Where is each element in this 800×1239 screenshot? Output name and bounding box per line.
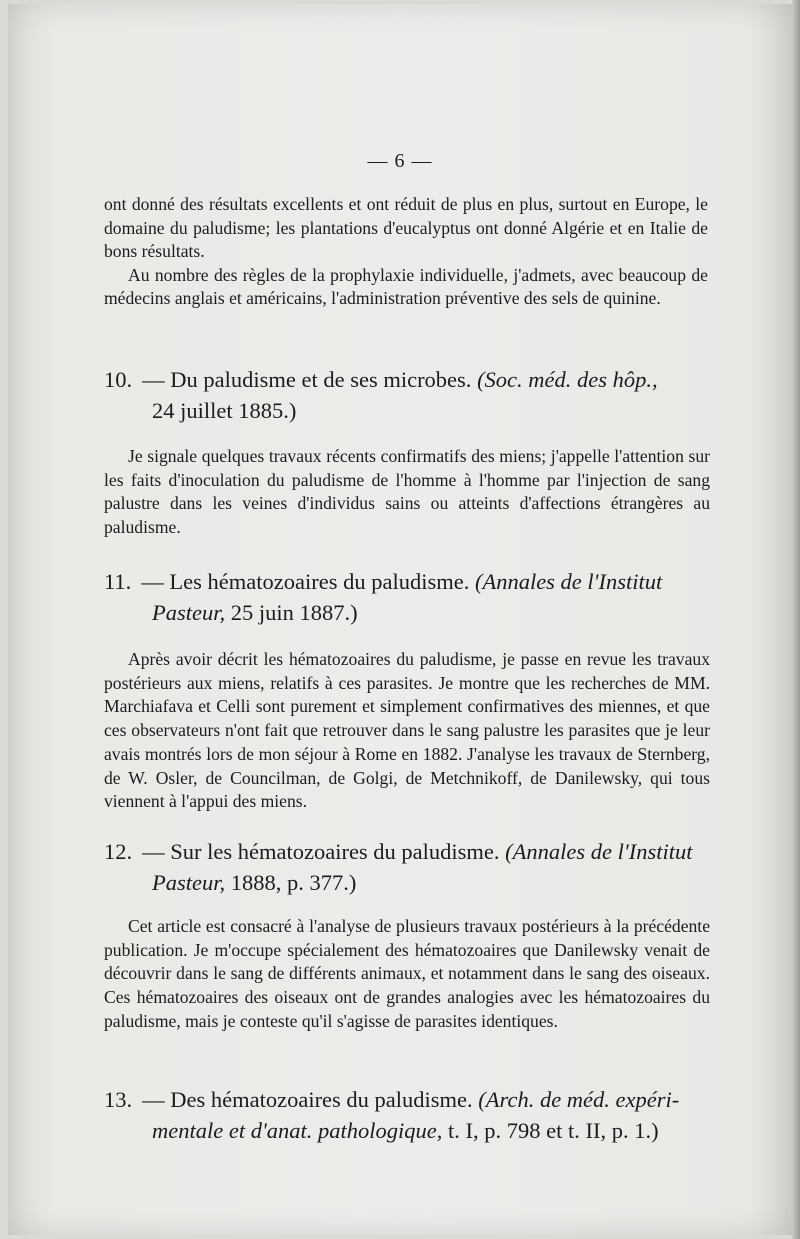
entry-reference: (Arch. de méd. expéri- [478, 1087, 680, 1112]
intro-paragraph-2: Au nombre des règles de la prophylaxie individuelle, j'admets, avec beaucoup de médecins anglais et américains, l'administration préventive des sels de quinine. [104, 264, 708, 309]
entry-title: — Des hématozoaires du paludisme. [142, 1087, 473, 1112]
intro-text [104, 193, 708, 311]
entry-13-heading [104, 1084, 712, 1146]
entry-number: 10. [104, 367, 133, 392]
entry-11-heading [104, 566, 712, 628]
intro-paragraph-1: ont donné des résultats excellents et ont réduit de plus en plus, surtout en Europe, le domaine du paludisme; les plantations d'eucalyptus ont donné Algérie et en Italie de bons résultats. [104, 194, 708, 262]
entry-reference-date: 25 juin 1887.) [230, 600, 358, 625]
entry-number: 12. [104, 839, 133, 864]
entry-12-body: Cet article est consacré à l'analyse de plusieurs travaux postérieurs à la précédente publication. Je m'occupe spécialement des hématozoaires que Danilewsky venait de découvrir dans le sang de différents animaux, et notamment dans le sang des oiseaux. Ces hématozoaires des oiseaux ont de grandes analogies avec les hématozoaires du paludisme, mais je conteste qu'il s'agisse de parasites identiques. [104, 916, 710, 1031]
entry-reference-journal: mentale et d'anat. pathologique, [152, 1118, 443, 1143]
entry-title: — Du paludisme et de ses microbes. [142, 367, 472, 392]
entry-title: — Les hématozoaires du paludisme. [141, 569, 470, 594]
entry-12-heading [104, 836, 712, 898]
entry-10-body: Je signale quelques travaux récents confirmatifs des miens; j'appelle l'attention sur les faits d'inoculation du paludisme de l'homme à l'homme par l'injection de sang palustre dans les veines d'individus sains ou atteints d'affections étrangères au paludisme. [104, 446, 710, 538]
entry-number: 13. [104, 1087, 133, 1112]
entry-11-body: Après avoir décrit les hématozoaires du paludisme, je passe en revue les travaux postérieurs aux miens, relatifs à ces parasites. Je montre que les recherches de MM. Marchiafava et Celli sont purement et simplement confirmatives des miennes, et que ces observateurs n'ont fait que retrouver dans le sang palustre les parasites que je leur avais montrés lors de mon séjour à Rome en 1882. J'analyse les travaux de Sternberg, de W. Osler, de Councilman, de Golgi, de Metchnikoff, de Danilewsky, qui tous viennent à l'appui des miens. [104, 649, 710, 812]
page-edge [792, 0, 800, 1239]
entry-reference-journal: Pasteur, [152, 870, 226, 895]
entry-reference-date: 24 juillet 1885.) [152, 398, 297, 423]
page-number: — 6 — [367, 150, 433, 172]
entry-number: 11. [104, 569, 132, 594]
entry-reference: (Annales de l'Institut [505, 839, 693, 864]
entry-10-heading [104, 364, 712, 426]
entry-reference-volumes: t. I, p. 798 et t. II, p. 1.) [448, 1118, 659, 1143]
entry-reference: (Soc. méd. des hôp., [477, 367, 658, 392]
entry-reference-journal: Pasteur, [152, 600, 226, 625]
entry-reference: (Annales de l'Institut [474, 569, 663, 594]
entry-title: — Sur les hématozoaires du paludisme. [142, 839, 500, 864]
entry-reference-date: 1888, p. 377.) [230, 870, 357, 895]
